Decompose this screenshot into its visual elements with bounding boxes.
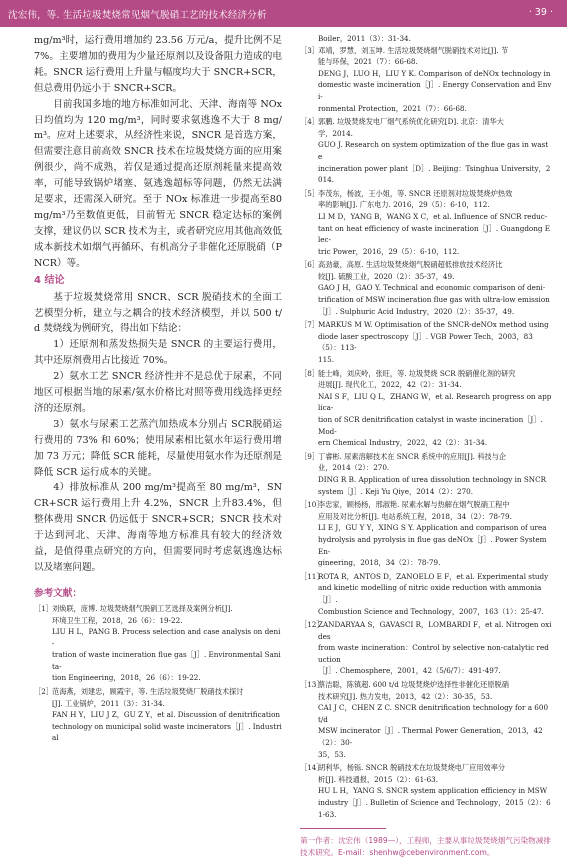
reference-text-line: 环境卫生工程，2018，26（6）：19-22. — [52, 615, 183, 625]
text-line: 若仅是通过提高还原剂耗量来提高效率，可能导 — [34, 162, 283, 190]
reference-text-line: 胡利华，杨铄. SNCR 脱硝技术在垃圾焚烧电厂应用效率分 — [318, 763, 506, 773]
text-line: 具有较大的经济效益，是值得重点研究的方向， — [34, 530, 283, 558]
reference-text-line: tant on heat efficiency of waste incineration［J］. Guangdong Elec- — [318, 223, 551, 245]
reference-text-line: GUO J. Research on system optimization of the flue gas in waste — [318, 140, 549, 161]
reference-text-line: tion of SCR denitrification catalyst in waste incineration［J］. Mod- — [318, 415, 543, 436]
text-line: 3）氨水与尿素工艺蒸汽加热成本分别占 SCR — [53, 418, 253, 430]
text-line: 基于垃圾焚烧常用 SNCR、SCR 脱硝技术的全 — [53, 291, 263, 303]
reference-number: ［8］ — [300, 368, 319, 378]
text-line: 80 mg/m³乃至数值更低，目前暂无 SNCR 稳定达标 — [34, 194, 283, 221]
paragraph-conclusion-intro — [34, 290, 282, 338]
reference-text-line: ROTA R，ANTOS D，ZANOELO E F，et al. Experimental study — [318, 571, 549, 581]
text-line: SNCR 技术对于达到河北、天津、海南等地方标准 — [34, 514, 282, 542]
reference-text-line: FAN H Y，LIU J Z，GU Z Y，et al. Discussion of denitrification — [52, 710, 281, 720]
reference-item — [300, 188, 552, 258]
text-line: 脱硝运行费用的 73% 和 60%；使用尿素相比氨水 — [34, 418, 282, 446]
reference-text-line: 析[J]. 科技通报，2015（2）：61-63. — [318, 774, 439, 784]
reference-text-line: from waste incineration：Control by selective non-catalytic reduction — [318, 643, 549, 664]
reference-number: ［14］ — [300, 763, 324, 773]
reference-list-right — [300, 45, 552, 821]
reference-list-left — [34, 603, 282, 744]
text-line: 83.4%，但整体费用 SNCR 仍远低于 SNCR+SCR； — [34, 498, 282, 526]
reference-text-line: tration of waste incineration flue gas［J］. Environmental Sanita- — [52, 650, 281, 671]
text-line: 阻力造成的电耗。SNCR 运行费用上升量与幅度均 — [34, 50, 282, 78]
reference-text-line: DENG J，LUO H，LIU Y K. Comparison of deNOx technology in — [318, 68, 551, 78]
reference-number: ［10］ — [300, 500, 324, 510]
paragraph-cost-increase — [34, 33, 282, 97]
reference-text-line: 进展[J]. 现代化工，2022，42（2）：31-34. — [318, 380, 462, 390]
reference-number: ［4］ — [300, 117, 319, 127]
running-title: 沈宏伟，等. 生活垃圾焚烧常见烟气脱硝工艺的技术经济分析 — [8, 10, 267, 21]
reference-number: ［6］ — [300, 260, 319, 270]
reference-text-line: LI E J，GU Y Y，XING S Y. Application and comparison of urea — [318, 523, 547, 533]
reference-text-line: domestic waste incineration［J］. Energy Conservation and Envi- — [318, 80, 552, 101]
reference-number: ［13］ — [300, 680, 324, 690]
reference-number: ［3］ — [300, 45, 319, 55]
text-line: 大于 SNCR+SCR，但总费用仍远小于 SNCR+SCR。 — [34, 66, 282, 94]
reference-text-line: 蔡洁聪，陈镇超. 600 t/d 垃圾焚烧炉选择性非催化还原脱硝 — [318, 680, 509, 690]
reference-text-line: gineering，2018，34（2）：78-79. — [318, 558, 441, 568]
text-line: 第一作者：沈宏伟（1989—），工程师，主要从事垃圾焚烧烟气污染物 — [300, 836, 536, 846]
reference-text-line: 丁睿彬. 尿素溶解技术在 SNCR 系统中的应用[J]. 科技与企 — [318, 451, 507, 461]
text-line: 减排技术研究。 — [300, 836, 551, 858]
reference-item — [300, 571, 552, 617]
reference-text-line: 能士峰，刘庆岭，张旺，等. 垃圾焚烧 SCR 脱硝催化剂的研究 — [318, 368, 516, 378]
text-line: 致锅炉堵塞、氨逃逸超标等问题，仍然无法满足 — [34, 178, 283, 206]
reference-text-line: HU L H，YANG S. SNCR system application efficiency in MSW — [318, 786, 548, 796]
reference-number: ［2］ — [34, 687, 53, 697]
reference-text-line: MARKUS M W. Optimisation of the SNCR-deNOx method using — [318, 320, 549, 330]
text-line: 南等 NOx 日均值均为 120 mg/m³，同时要求氨逃逸 — [34, 98, 282, 126]
reference-text-line: 高劲豪，高原. 生活垃圾焚烧烟气脱硝超低排放技术经济比 — [318, 260, 503, 270]
reference-text-line: 率的影响[J]. 广东电力. 2016，29（5）：6-10，112. — [318, 200, 490, 210]
text-line: 不足 7%。主要增加的费用为少量还原剂以及设备 — [34, 35, 283, 62]
reference-text-line: Combustion Science and Technology，2007，163（1）：25-47. — [318, 606, 544, 616]
reference-text-line: 35，53. — [318, 749, 346, 759]
reference-item — [34, 603, 282, 684]
text-line: 但需要同时考虑氨逃逸达标以及堵塞问题。 — [34, 546, 283, 573]
reference-text-line: 应用及对比分析[J]. 电站系统工程，2018，34（2）：78-79. — [318, 511, 512, 521]
text-line: SNCR+SCR 运行费用上升 4.2%，SNCR 上升 — [34, 482, 282, 510]
reference-text-line: 较[J]. 硫酸工业，2020（2）：35-37，49. — [318, 271, 455, 281]
reference-text-line: trification of MSW incineration flue gas with ultra-low emission — [318, 295, 550, 305]
reference-item — [300, 762, 552, 820]
references-title: 参考文献： — [34, 587, 82, 599]
reference-text-line: system［J］. Keji Yu Qiye，2014（2）：270. — [318, 486, 474, 496]
reference-number: ［7］ — [300, 320, 319, 330]
reference-text-line: tion Engineering，2018，26（6）：19-22. — [52, 673, 201, 683]
text-line: 高分子非催化还原脱硝（PNCR）等。 — [34, 241, 282, 269]
reference-item — [34, 686, 282, 744]
running-header — [0, 0, 567, 27]
reference-text-line: ronmental Protection，2021（7）：66-68. — [318, 103, 467, 113]
author-footnote — [300, 835, 552, 859]
paragraph-conclusion-1 — [34, 337, 282, 369]
text-line: mg/m³时，运行费用增加约 23.56 万元/a，提升比例 — [34, 35, 263, 46]
reference-text-line: ［J］. Sulphuric Acid Industry，2020（2）：35-37，49. — [318, 306, 515, 316]
reference-text-line: and kinetic modelling of nitric oxide reduction with ammonia［J］. — [318, 583, 542, 604]
reference-text-line: LI M D，YANG B，WANG X C，et al. Influence of SNCR reduc- — [318, 211, 548, 221]
right-column — [300, 33, 552, 859]
reference-text-line: NAI S F，LIU Q L，ZHANG W，et al. Research progress on applica- — [318, 391, 552, 413]
reference-number: ［9］ — [300, 451, 319, 461]
text-line: 1）还原剂和蒸发热损失是 SNCR 的主要运行 — [53, 339, 253, 351]
reference-text-line: ern Chemical Industry，2022，42（2）：31-34. — [318, 438, 488, 448]
text-line: 不大于 8 mg/m³。应对上述要求，从经济性来说， — [34, 114, 282, 142]
text-line: 目前我国多地的地方标准如河北、天津、海 — [53, 98, 238, 110]
reference-text-line: 115. — [318, 355, 335, 365]
text-line: 用线选择更经济的还原剂。 — [34, 387, 282, 414]
paragraph-conclusion-4 — [34, 480, 282, 575]
reference-text-line: DING R B. Application of urea dissolution technology in SNCR — [318, 474, 546, 484]
reference-text-line: LIU H L，PANG B. Process selection and case analysis on deni- — [52, 627, 281, 648]
reference-text-line: ZANDARYAA S，GAVASCI R，LOMBARDI F，et al. Nitrogen oxides — [318, 620, 552, 641]
reference-text-line: 能与环保，2021（7）：66-68. — [318, 57, 418, 67]
reference-item — [300, 319, 552, 365]
footnote-divider — [300, 828, 386, 829]
reference-text-line: 郭鹏. 垃圾焚烧发电厂烟气系统优化研究[D]. 北京：清华大 — [318, 117, 504, 127]
reference-text-line: GAO J H，GAO Y. Technical and economic comparison of deni- — [318, 283, 546, 293]
reference-number: ［5］ — [300, 188, 319, 198]
reference-number: ［12］ — [300, 620, 324, 630]
reference-text-line: 李忠家，顾杨杨，邢淑艳. 尿素水解与热解在烟气脱硝工程中 — [318, 500, 510, 510]
text-line: 要求，还需深入研究。至于 NOx 标准进一步提高至 — [43, 194, 270, 206]
reference-text-line: tric Power，2016，29（5）：6-10，112. — [318, 246, 460, 256]
reference-text-line: 学，2014. — [318, 128, 353, 138]
paragraph-conclusion-2 — [34, 369, 282, 417]
reference-text-line: diode laser spectroscopy［J］. VGB Power Tech，2003，83（5）：113- — [318, 331, 533, 353]
reference-number: ［11］ — [300, 571, 324, 581]
reference-text-line: MSW incinerator［J］. Thermal Power Generation，2013，42（2）：30- — [318, 726, 543, 748]
reference-text-line: ［J］. Chemosphere，2001，42（5/6/7）：491-497. — [318, 666, 501, 676]
paragraph-local-standards — [34, 97, 282, 272]
reference-text-line: industry［J］. Bulletin of Science and Technology，2015（2）：61-63. — [318, 798, 551, 819]
text-line: 用氨水作为还原剂是降低 SCR 运行成本的关键。 — [34, 450, 282, 478]
text-line: SNCR 是首选方案，但需要注意目前高效 SNCR 技 — [34, 130, 282, 158]
reference-text-line: [J]. 工业锅炉，2011（3）：31-34. — [52, 698, 165, 708]
reference-text-line: 技术研究[J]. 热力发电，2013，42（2）：30-35，53. — [318, 691, 493, 701]
text-line: 4）排放标准从 200 mg/m³提高至 80 mg/m³， — [53, 482, 268, 494]
reference-text-line: technology on municipal solid waste incinerators［J］. Industrial — [52, 721, 282, 743]
reference-item — [300, 259, 552, 317]
text-line: 并以 500 t/d 焚烧线为例研究，得出如下结论： — [34, 307, 282, 335]
reference-text-line: hydrolysis and pyrolysis in flue gas deNOx［J］. Power System En- — [318, 534, 547, 556]
reference-text-line: 邓靖，罗慧，刘玉坤. 生活垃圾焚烧烟气脱硝技术对比[J]. 节 — [318, 45, 509, 55]
reference-item — [300, 451, 552, 497]
reference-number: ［1］ — [34, 603, 53, 613]
reference-text-line: 业，2014（2）：270. — [318, 463, 390, 473]
text-line: 年运行费用增加 73 万元；降低 SCR 能耗，尽量使 — [34, 434, 282, 462]
reference-item — [300, 679, 552, 760]
reference-item — [300, 368, 552, 449]
reference-item — [300, 499, 552, 569]
reference-text-line: incineration power plant［D］. Beijing：Tsinghua University，2014. — [318, 163, 551, 185]
section-title-conclusion: 4 结论 — [34, 274, 65, 286]
reference-item — [300, 45, 552, 115]
left-column — [34, 33, 282, 746]
text-line: 的案例支撑，建议仍以 SCR 技术为主，或者研究 — [34, 209, 282, 237]
reference-text-line: 李茂东，杨波，王小姐，等. SNCR 还原剂对垃圾焚烧炉热效 — [318, 188, 513, 198]
text-line: 费用，其中还原剂费用占比接近 70%。 — [34, 339, 283, 367]
reference-text-line: 刘焕联，庞博. 垃圾焚烧烟气脱硝工艺选择及案例分析[J]. — [52, 603, 233, 613]
page-number: · 39 · — [528, 7, 553, 18]
reference-item — [300, 619, 552, 677]
text-line: 术在垃圾焚烧方面的应用案例很少，尚不成熟， — [34, 146, 282, 174]
text-line: 面工艺模型分析，建立与之耦合的技术经济模型， — [34, 291, 282, 319]
text-line: 应用其他高效低成本新技术如烟气再循环、有机 — [34, 225, 282, 253]
reference-text-line: 范海燕，刘建忠，顾霞宇，等. 生活垃圾焚烧厂脱硝技术探讨 — [52, 687, 244, 697]
paragraph-conclusion-3 — [34, 417, 282, 481]
text-line: 2）氨水工艺 SNCR 经济性并不是总优于尿素， — [53, 371, 263, 383]
reference-continuation: Boiler，2011（3）：31-34. — [318, 34, 411, 43]
text-line: 不同地区可根据当地的尿素/氨水价格比对照等费 — [34, 371, 283, 399]
reference-text-line: CAI J C，CHEN Z C. SNCR denitrification technology for a 600 t/d — [318, 703, 549, 724]
text-line: E-mail：shenhw@cebenvironment.com。 — [337, 848, 495, 858]
reference-item — [300, 116, 552, 186]
